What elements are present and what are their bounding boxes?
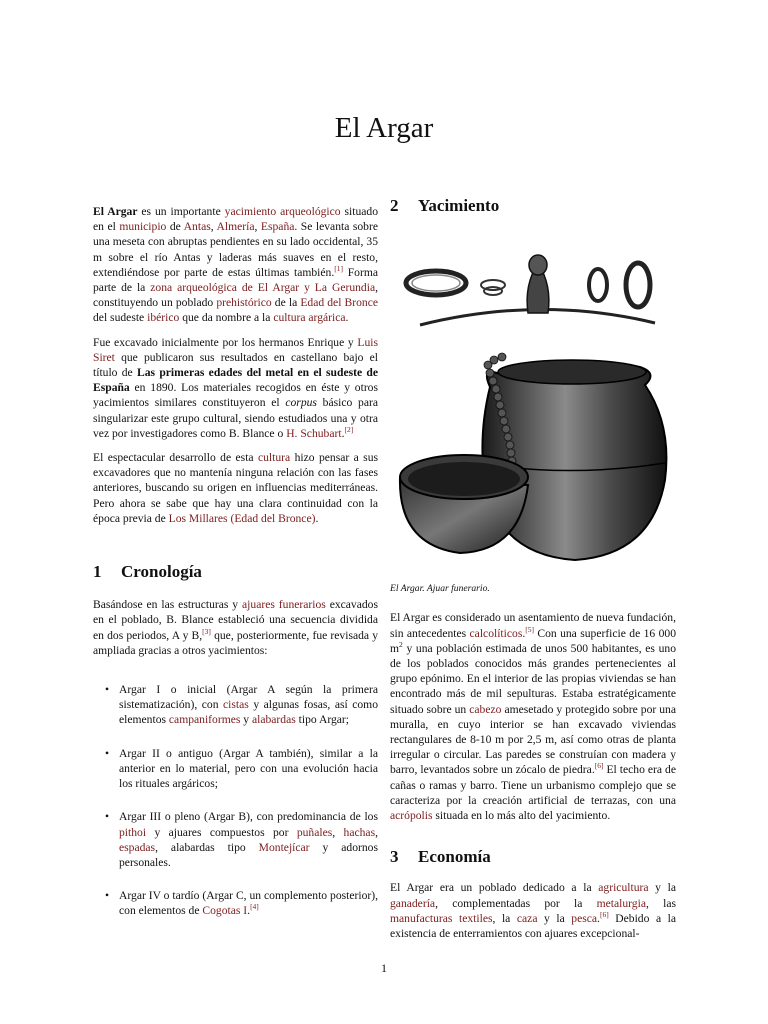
link-yacimiento-arqueologico[interactable]: yacimiento arqueológico <box>224 205 341 218</box>
link-h-schubart[interactable]: H. Schubart <box>286 426 342 440</box>
link-punales[interactable]: puñales <box>296 825 333 839</box>
yacimiento-paragraph: El Argar es considerado un asentamiento de nueva fundación, sin antecedentes calcolíticos.[5] Con una superficie de 16 000 $m^2$ y una población estimada de unos 500 habitantes, es uno de los poblados conocidos más grandes pertenecientes al grupo epónimo. En el interior de las propias viviendas se han encontrado más de mil sepulturas. Estaba estratégicamente situado sobre un cabezo amesetado y protegido sobre por una muralla, en cuyo interior se han excavado viviendas rectangulares de 8-10 m por 2,5 m, así como otras de planta irregular o circular. Las paredes se construían con madera y barro, levantados sobre un zócalo de piedra.[6] El techo era de cañas o ramas y barro. Tiene un urbanismo complejo que se caracteriza por la creación artificial de terrazas, con una acrópolis situada en lo más alto del yacimiento. <box>390 611 677 823</box>
link-prehistorico[interactable]: prehistórico <box>216 296 272 310</box>
intro-paragraph-3: El espectacular desarrollo de esta cultura hizo pensar a sus excavadores que no mantenía ninguna relación con las fases anteriores, buscando su origen en influencias mediterráneas. Pero ahora se sabe que hay una clara continuidad con la época previa de Los Millares (Edad del Bronce). <box>93 451 378 525</box>
link-metalurgia[interactable]: metalurgia <box>596 896 646 910</box>
list-item: • Argar IV o tardío (Argar C, un complemento posterior), con elementos de Cogotas I.[4] <box>105 889 378 918</box>
link-pesca[interactable]: pesca <box>571 911 598 925</box>
citation-2[interactable]: [2] <box>344 424 354 434</box>
figure-ajuar-funerario <box>390 215 676 575</box>
citation-5[interactable]: [5] <box>525 624 534 634</box>
link-agricultura[interactable]: agricultura <box>598 881 649 895</box>
section-heading-yacimiento: 2 Yacimiento <box>390 196 500 215</box>
citation-6b[interactable]: [6] <box>599 910 609 919</box>
article-subject: El Argar <box>93 205 138 218</box>
link-campaniformes[interactable]: campaniformes <box>168 713 241 727</box>
cronologia-paragraph: Basándose en las estructuras y ajuares funerarios excavados en el poblado, B. Blance estableció una secuencia dividida en dos periodos, A y B,[3] que, posteriormente, fue revisada y ampliada gracias a otros yacimientos: <box>93 598 378 657</box>
link-acropolis[interactable]: acrópolis <box>390 809 433 823</box>
link-cistas[interactable]: cistas <box>223 698 249 712</box>
page-title: El Argar <box>334 112 434 144</box>
link-cogotas-i[interactable]: Cogotas I <box>202 904 248 918</box>
list-item: • Argar II o antiguo (Argar A también), similar a la anterior en lo material, pero con una evolución hacia los rituales argáricos; <box>105 746 378 791</box>
section-heading-economia: 3 Economía <box>390 847 491 867</box>
link-cultura-argarica[interactable]: cultura argárica <box>273 311 346 325</box>
link-espadas[interactable]: espadas <box>119 840 156 854</box>
link-antas[interactable]: Antas <box>183 220 211 234</box>
link-cultura[interactable]: cultura <box>257 451 291 465</box>
link-municipio[interactable]: municipio <box>119 220 167 234</box>
link-caza[interactable]: caza <box>516 911 538 925</box>
link-luis-siret[interactable]: Luis Siret <box>93 335 378 364</box>
link-pithoi[interactable]: pithoi <box>119 825 147 839</box>
citation-6[interactable]: [6] <box>594 761 604 771</box>
link-calcoliticos[interactable]: calcolíticos <box>469 626 523 640</box>
bullet-icon: • <box>105 889 110 903</box>
link-manufacturas-textiles[interactable]: manufacturas textiles <box>390 911 493 925</box>
bullet-icon: • <box>105 810 110 824</box>
book-title: Las primeras edades del metal en el sudeste de España <box>93 366 378 395</box>
cronologia-list <box>93 682 378 918</box>
list-item: • Argar III o pleno (Argar B), con predominancia de los pithoi y ajuares compuestos por puñales, hachas, espadas, alabardas tipo Montejícar y adornos personales. <box>105 810 378 869</box>
link-ganaderia[interactable]: ganadería <box>390 896 436 910</box>
right-column <box>390 198 676 950</box>
link-zona-arqueologica[interactable]: zona arqueológica de El Argar y La Gerundia <box>150 281 376 295</box>
link-montejicar[interactable]: Montejícar <box>258 840 310 854</box>
page-number: 1 <box>381 961 387 975</box>
intro-paragraph-2: Fue excavado inicialmente por los hermanos Enrique y Luis Siret que publicaron sus resultados en castellano bajo el título de Las primeras edades del metal en el sudeste de España en 1890. Los materiales recogidos en éste y otros yacimientos similares constituyeron el corpus básico para singularizar este grupo cultural, siendo estudiados una y otra vez por investigadores como B. Blance o H. Schubart.[2] <box>93 335 378 440</box>
list-item: • Argar I o inicial (Argar A según la primera sistematización), con cistas y algunas fosas, así como elementos campaniformes y alabardas tipo Argar; <box>105 683 378 727</box>
link-hachas[interactable]: hachas <box>343 825 376 839</box>
link-edad-del-bronce[interactable]: Edad del Bronce <box>300 296 378 310</box>
bullet-icon: • <box>105 746 110 760</box>
link-alabardas[interactable]: alabardas <box>251 713 296 727</box>
citation-4[interactable]: [4] <box>250 902 259 912</box>
intro-paragraph-1: El Argar es un importante yacimiento arqueológico situado en el municipio de Antas, Almería, España. Se levanta sobre una meseta con abruptas pendientes en su lado occidental, 35 m sobre el río Antas y laderas más suaves en el resto, extendiéndose por parte de estas últimas también.[1] Forma parte de la zona arqueológica de El Argar y La Gerundia, constituyendo un poblado prehistórico de la Edad del Bronce del sudeste ibérico que da nombre a la cultura argárica. <box>93 205 378 325</box>
citation-3[interactable]: [3] <box>202 626 211 636</box>
link-almeria[interactable]: Almería <box>216 220 255 234</box>
left-column <box>93 204 378 937</box>
section-heading-cronologia: 1 Cronología <box>93 562 202 582</box>
citation-1[interactable]: [1] <box>334 263 343 273</box>
link-iberico[interactable]: ibérico <box>147 311 180 325</box>
bullet-icon: • <box>105 683 110 697</box>
figure-caption: El Argar. Ajuar funerario. <box>390 583 490 595</box>
link-ajuares-funerarios[interactable]: ajuares funerarios <box>242 598 326 612</box>
link-los-millares[interactable]: Los Millares (Edad del Bronce) <box>168 511 316 525</box>
economia-paragraph: El Argar era un poblado dedicado a la agricultura y la ganadería, complementadas por la metalurgia, las manufacturas textiles, la caza y la pesca.[6] Debido a la existencia de enterramientos con ajuares excepcional- <box>390 881 677 941</box>
pottery-illustration-icon <box>390 215 676 575</box>
link-espana[interactable]: España <box>260 220 295 234</box>
link-cabezo[interactable]: cabezo <box>469 702 502 716</box>
